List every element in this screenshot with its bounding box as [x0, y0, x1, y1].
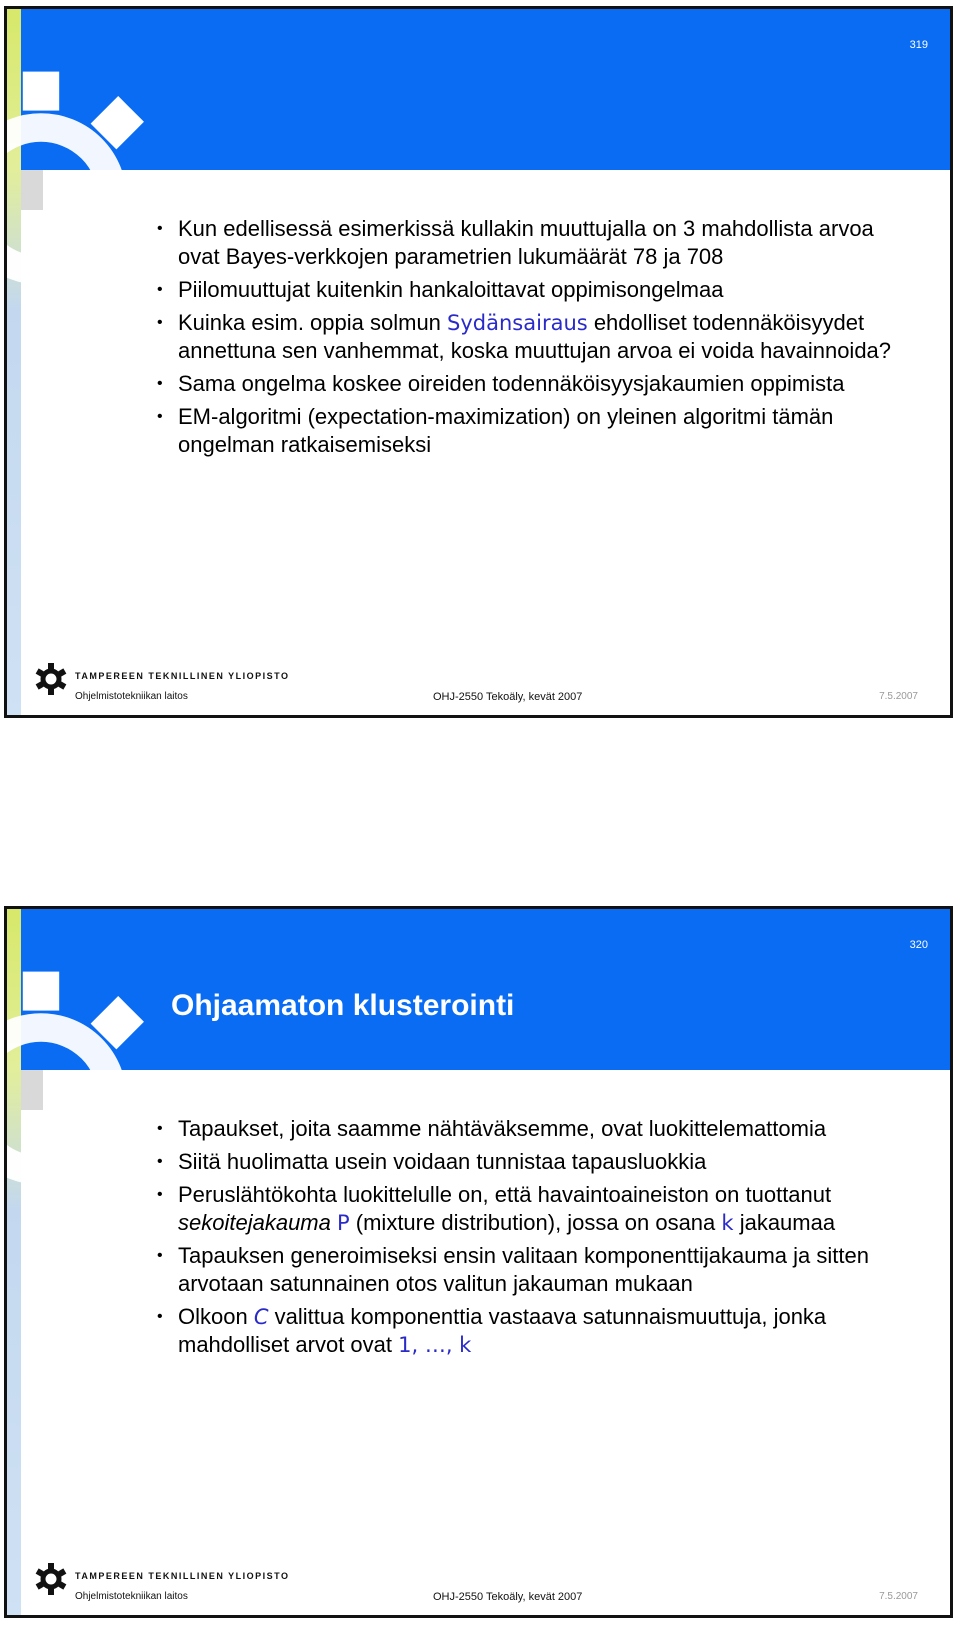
header-accent: [21, 170, 43, 210]
bullet-text: (mixture distribution), jossa on osana: [349, 1210, 722, 1235]
bullet-item: [157, 370, 917, 398]
footer-date: 7.5.2007: [879, 1591, 918, 1602]
university-logo-text: TAMPEREEN TEKNILLINEN YLIOPISTO: [75, 1571, 290, 1581]
footer-course: OHJ-2550 Tekoäly, kevät 2007: [433, 691, 583, 703]
university-logo-icon: [35, 663, 67, 695]
bullet-text: Olkoon: [178, 1304, 254, 1329]
footer-department: Ohjelmistotekniikan laitos: [75, 1591, 188, 1602]
bullet-item: [157, 276, 917, 304]
bullet-text: EM-algoritmi (expectation-maximization) on yleinen algoritmi tämän ongelman ratkaisemiseksi: [178, 404, 834, 457]
bullet-item: [157, 1242, 917, 1298]
university-logo-icon: [35, 1563, 67, 1595]
bullet-text: Tapauksen generoimiseksi ensin valitaan komponenttijakauma ja sitten arvotaan satunnainen otos valitun jakauman mukaan: [178, 1243, 869, 1296]
footer-department: Ohjelmistotekniikan laitos: [75, 691, 188, 702]
bullet-item: [157, 403, 917, 459]
bullet-text: Piilomuuttujat kuitenkin hankaloittavat oppimisongelmaa: [178, 277, 724, 302]
slide: [4, 6, 953, 718]
bullet-list: [157, 215, 917, 464]
bullet-item: [157, 309, 917, 365]
slide-footer: [7, 655, 950, 715]
bullet-text: Kuinka esim. oppia solmun: [178, 310, 448, 335]
bullet-term: Sydänsairaus: [447, 311, 588, 335]
footer-course: OHJ-2550 Tekoäly, kevät 2007: [433, 1591, 583, 1603]
bullet-term: P: [337, 1211, 350, 1235]
bullet-term: k: [721, 1211, 734, 1235]
bullet-list: [157, 1115, 917, 1364]
slide-header: [21, 9, 950, 170]
bullet-text: Peruslähtökohta luokittelulle on, että havaintoaineiston on tuottanut: [178, 1182, 832, 1207]
bullet-item: [157, 1148, 917, 1176]
header-accent: [21, 1070, 43, 1110]
bullet-term: sekoitejakauma: [178, 1210, 331, 1235]
slide-left-strip: [7, 909, 21, 1615]
slide-header: [21, 909, 950, 1070]
bullet-item: [157, 1181, 917, 1237]
bullet-term: C: [253, 1305, 269, 1329]
footer-date: 7.5.2007: [879, 691, 918, 702]
slide-footer: [7, 1555, 950, 1615]
bullet-text: Siitä huolimatta usein voidaan tunnistaa tapausluokkia: [178, 1149, 707, 1174]
bullet-item: [157, 1115, 917, 1143]
bullet-text: ehdolliset todennäköisyydet annettuna sen vanhemmat, koska muuttujan arvoa ei voida havainnoida?: [178, 310, 892, 363]
bullet-text: Sama ongelma koskee oireiden todennäköisyysjakaumien oppimista: [178, 371, 845, 396]
bullet-term: 1, …, k: [398, 1333, 472, 1357]
bullet-text: jakaumaa: [733, 1210, 836, 1235]
slide-number: 319: [909, 39, 928, 51]
bullet-text: valittua komponenttia vastaava satunnaismuuttuja, jonka mahdolliset arvot ovat: [178, 1304, 827, 1357]
bullet-item: [157, 1303, 917, 1359]
bullet-item: [157, 215, 917, 271]
bullet-text: Kun edellisessä esimerkissä kullakin muuttujalla on 3 mahdollista arvoa ovat Bayes-verkkojen parametrien lukumäärät 78 ja 708: [178, 216, 874, 269]
slide-number: 320: [909, 939, 928, 951]
university-logo-text: TAMPEREEN TEKNILLINEN YLIOPISTO: [75, 671, 290, 681]
slide-title: Ohjaamaton klusterointi: [171, 989, 515, 1022]
bullet-text: Tapaukset, joita saamme nähtäväksemme, ovat luokittelemattomia: [178, 1116, 827, 1141]
slide-left-strip: [7, 9, 21, 715]
slide: [4, 906, 953, 1618]
